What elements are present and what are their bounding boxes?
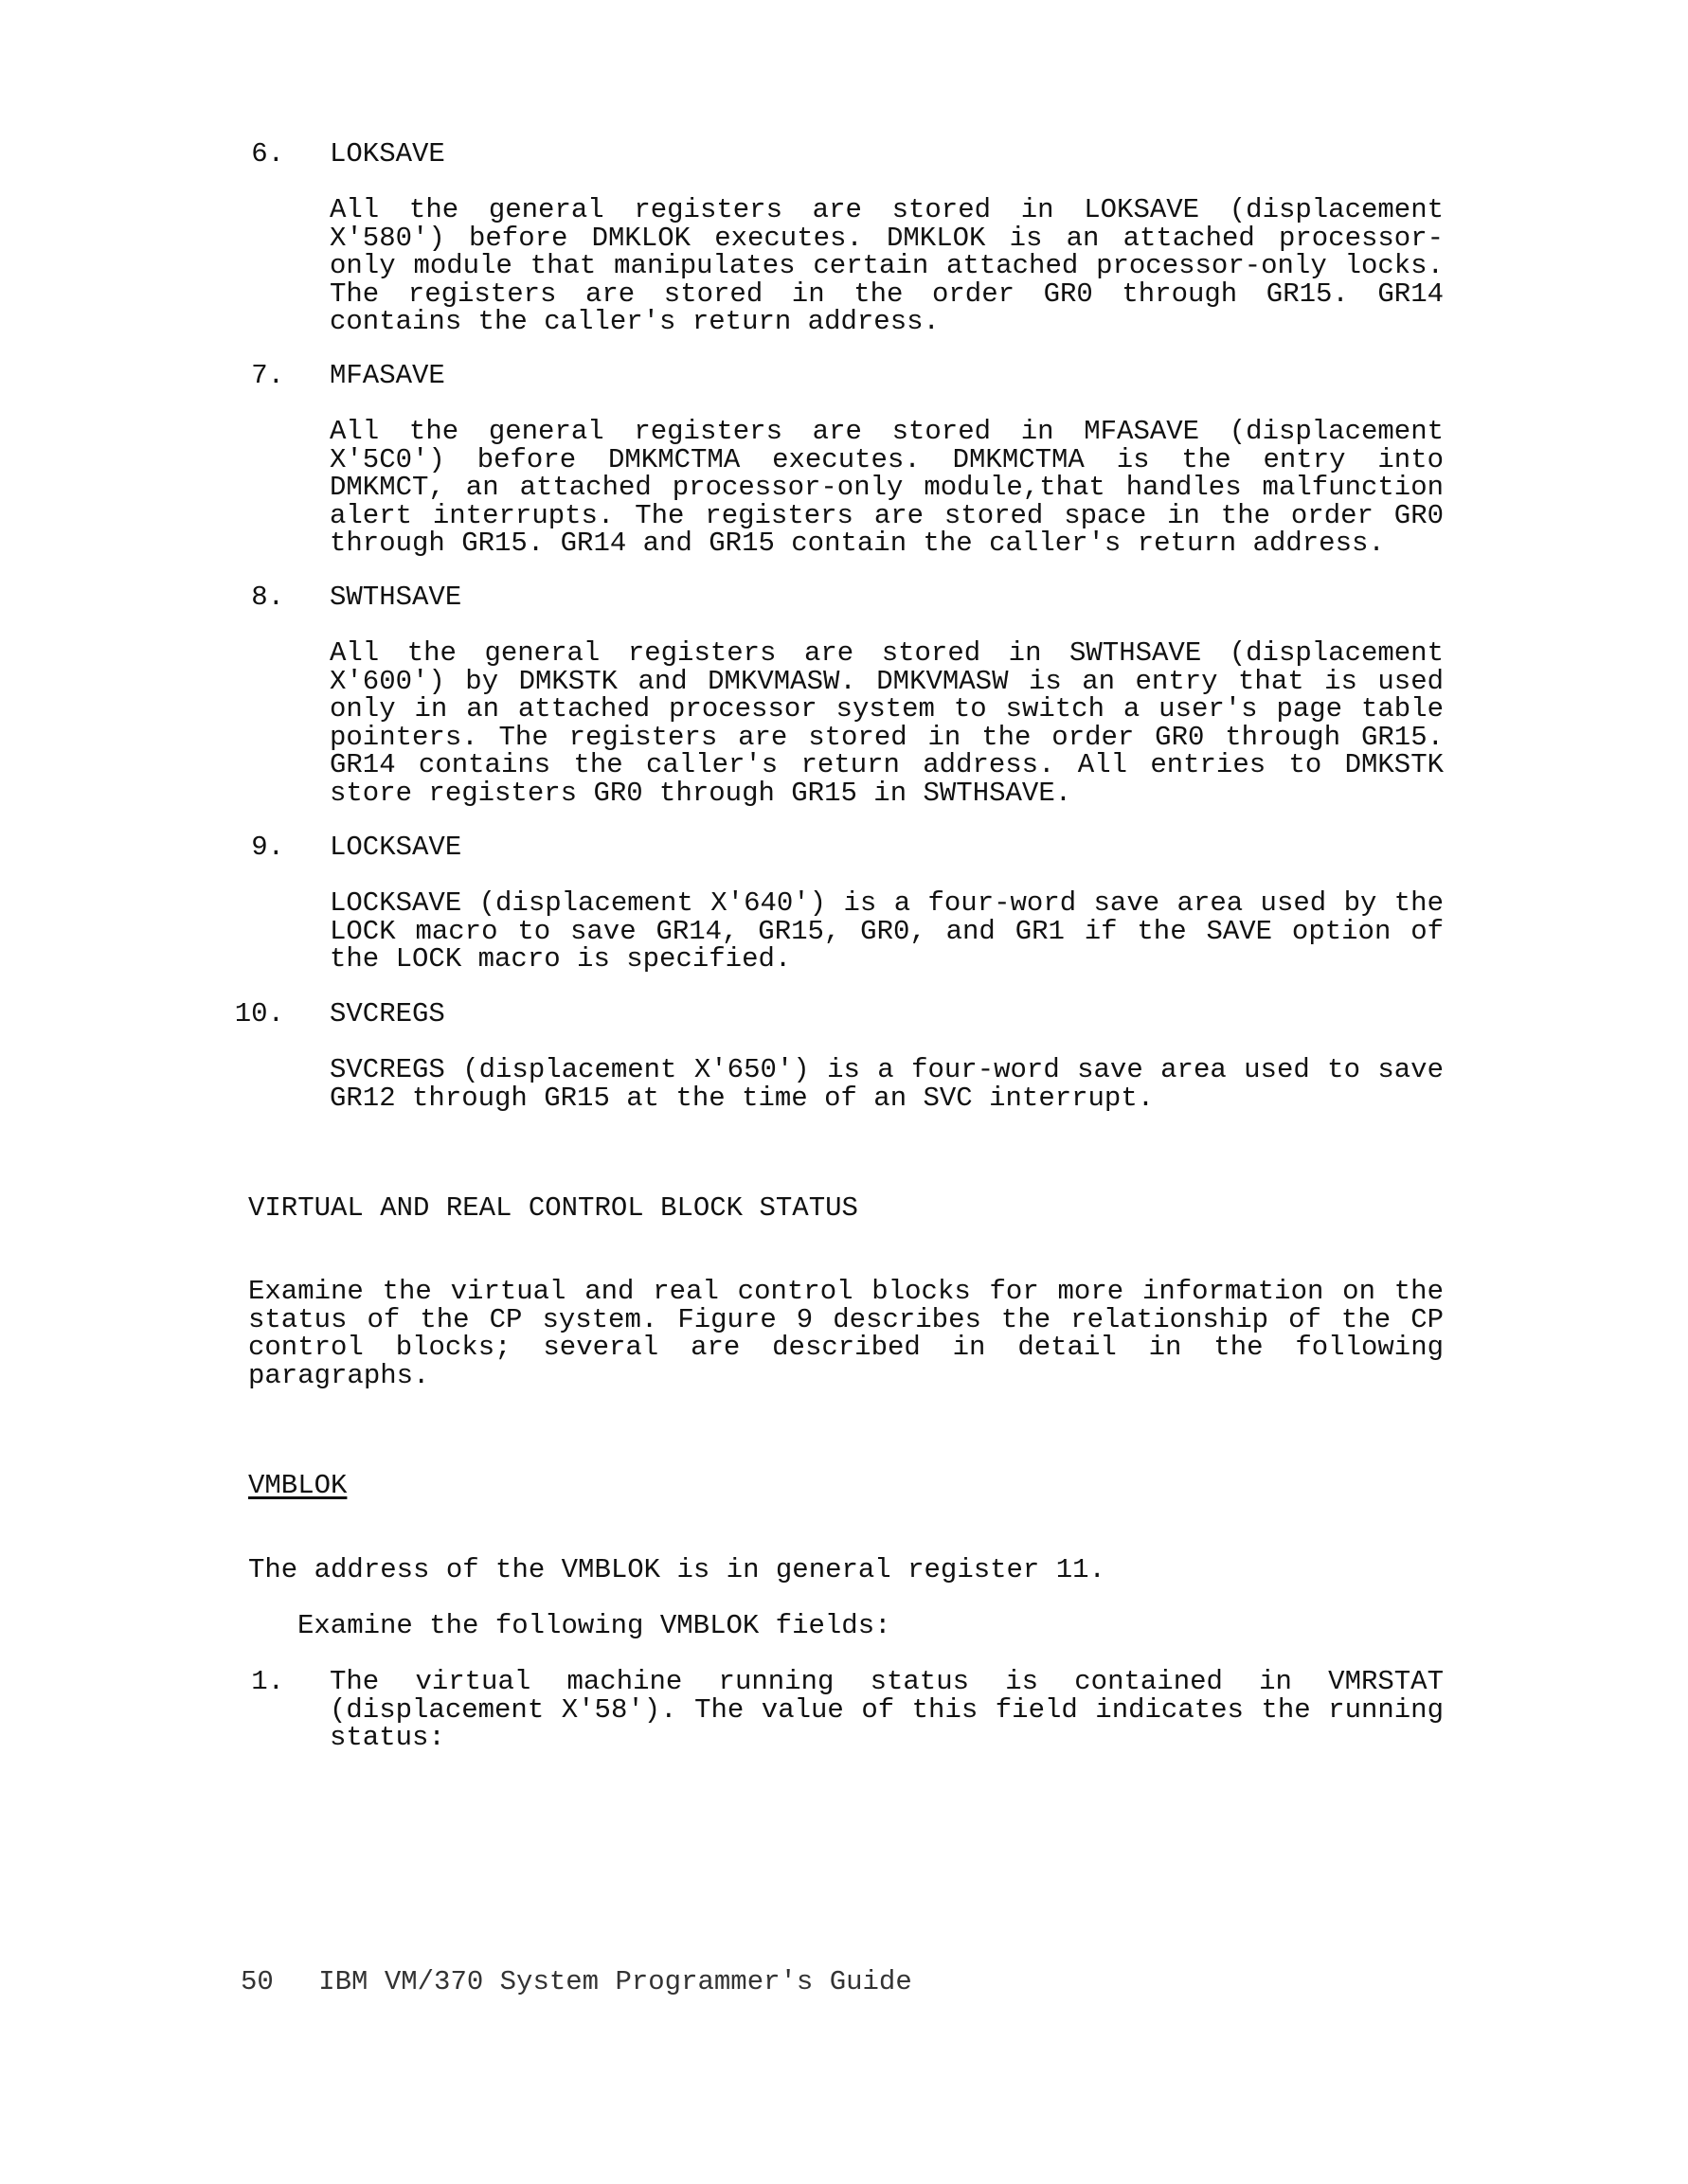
vmblok-item-1-body: The virtual machine running status is contained in VMRSTAT (displacement X'58'). The value of this field indicates the running status:	[330, 1666, 1444, 1753]
vmblok-address-line: The address of the VMBLOK is in general register 11.	[248, 1554, 1105, 1585]
item-9-title: LOCKSAVE	[330, 832, 462, 863]
page-footer	[241, 1968, 912, 1996]
item-7-body: All the general registers are stored in MFASAVE (displacement X'5C0') before DMKMCTMA executes. DMKMCTMA is the entry into DMKMCT, an attached processor-only module,that handles malfunction alert interrupts. The registers are stored space in the order GR0 through GR15. GR14 and GR15 contain the caller's return address.	[330, 416, 1444, 559]
item-10-body: SVCREGS (displacement X'650') is a four-word save area used to save GR12 through GR15 at the time of an SVC interrupt.	[330, 1054, 1444, 1114]
vmblok-examine-line: Examine the following VMBLOK fields:	[297, 1610, 891, 1641]
item-10-number: 10.	[234, 998, 284, 1029]
section-heading: VIRTUAL AND REAL CONTROL BLOCK STATUS	[248, 1192, 858, 1224]
footer-title: IBM VM/370 System Programmer's Guide	[318, 1966, 912, 1997]
item-9-body: LOCKSAVE (displacement X'640') is a four-word save area used by the LOCK macro to save GR14, GR15, GR0, and GR1 if the SAVE option of the LOCK macro is specified.	[330, 887, 1444, 975]
vmblok-item-1-number: 1.	[251, 1666, 284, 1697]
item-8-title: SWTHSAVE	[330, 582, 462, 613]
item-6-number: 6.	[251, 138, 284, 170]
item-6-body: All the general registers are stored in LOKSAVE (displacement X'580') before DMKLOK executes. DMKLOK is an attached processor-only module that manipulates certain attached processor-only locks. The registers are stored in the order GR0 through GR15. GR14 contains the caller's return address.	[330, 194, 1444, 337]
vmblok-heading: VMBLOK	[248, 1470, 348, 1501]
item-8-body: All the general registers are stored in SWTHSAVE (displacement X'600') by DMKSTK and DMKVMASW. DMKVMASW is an entry that is used only in an attached processor system to switch a user's page table pointers. The registers are stored in the order GR0 through GR15. GR14 contains the caller's return address. All entries to DMKSTK store registers GR0 through GR15 in SWTHSAVE.	[330, 637, 1444, 809]
item-7-title: MFASAVE	[330, 360, 445, 391]
item-9-number: 9.	[251, 832, 284, 863]
item-6-title: LOKSAVE	[330, 138, 445, 170]
item-10-title: SVCREGS	[330, 998, 445, 1029]
page-number: 50	[241, 1966, 274, 1997]
item-8-number: 8.	[251, 582, 284, 613]
section-paragraph: Examine the virtual and real control blocks for more information on the status of the CP system. Figure 9 describes the relationship of the CP control blocks; several are described in detail in the following paragraphs.	[248, 1276, 1444, 1391]
item-7-number: 7.	[251, 360, 284, 391]
